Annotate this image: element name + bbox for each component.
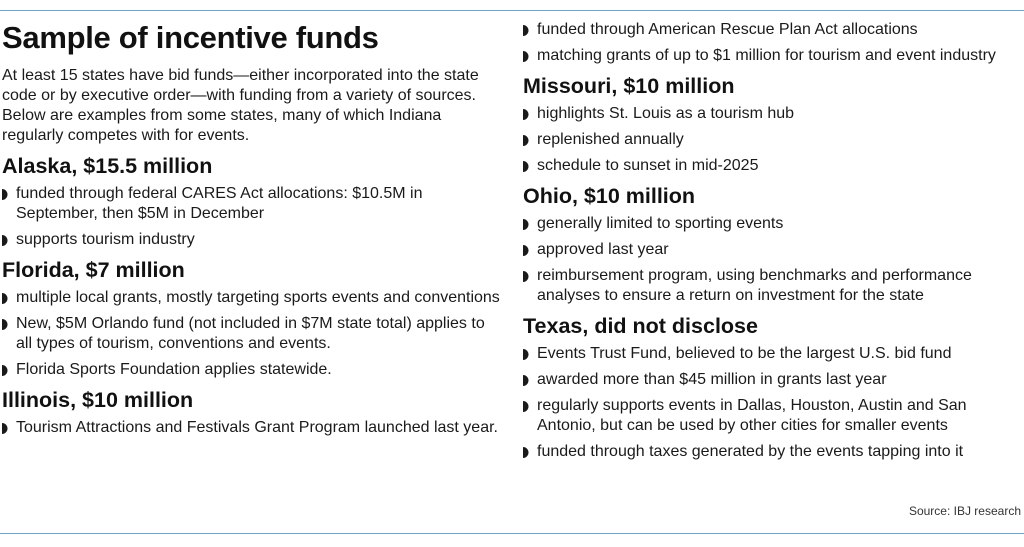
half-circle-bullet-icon <box>2 235 10 246</box>
list-item-text: matching grants of up to $1 million for tourism and event industry <box>537 47 996 64</box>
list-item <box>2 360 502 380</box>
list-item <box>523 104 1021 124</box>
half-circle-bullet-icon <box>2 189 10 200</box>
list-item-text: funded through federal CARES Act allocations: $10.5M in September, then $5M in December <box>16 185 423 222</box>
list-item <box>523 130 1021 150</box>
list-item-text: funded through American Rescue Plan Act allocations <box>537 21 918 38</box>
state-heading: Alaska, $15.5 million <box>2 154 213 178</box>
intro-paragraph: At least 15 states have bid funds—either incorporated into the state code or by executive order—with funding from a variety of sources. Below are examples from some states, many of which Indiana regularly competes with for events. <box>2 67 479 144</box>
bottom-divider <box>0 533 1024 534</box>
half-circle-bullet-icon <box>523 219 531 230</box>
state-heading: Missouri, $10 million <box>523 74 735 98</box>
state-section <box>523 182 1021 306</box>
list-item <box>2 288 502 308</box>
list-item-text: reimbursement program, using benchmarks and performance analyses to ensure a return on investment for the state <box>537 267 972 304</box>
source-credit: Source: IBJ research <box>908 504 1021 518</box>
list-item <box>2 314 502 354</box>
half-circle-bullet-icon <box>523 135 531 146</box>
half-circle-bullet-icon <box>523 161 531 172</box>
list-item <box>523 344 1021 364</box>
list-item-text: highlights St. Louis as a tourism hub <box>537 105 795 122</box>
state-heading: Texas, did not disclose <box>523 314 758 338</box>
list-item <box>523 156 1021 176</box>
state-item-list <box>2 418 502 438</box>
half-circle-bullet-icon <box>523 447 531 458</box>
list-item-text: Tourism Attractions and Festivals Grant Program launched last year. <box>16 419 498 436</box>
half-circle-bullet-icon <box>523 25 531 36</box>
right-sections <box>523 72 1021 462</box>
state-item-list <box>2 288 502 380</box>
left-column <box>2 20 502 444</box>
half-circle-bullet-icon <box>523 375 531 386</box>
state-item-list <box>523 104 1021 176</box>
list-item-text: Florida Sports Foundation applies statewide. <box>16 361 332 378</box>
list-item <box>523 46 1021 66</box>
list-item-text: Events Trust Fund, believed to be the largest U.S. bid fund <box>537 345 952 362</box>
list-item-text: schedule to sunset in mid-2025 <box>537 157 759 174</box>
list-item-text: regularly supports events in Dallas, Houston, Austin and San Antonio, but can be used by other cities for smaller events <box>537 397 967 434</box>
state-section <box>2 386 502 438</box>
state-item-list <box>2 184 502 250</box>
state-section <box>2 152 502 250</box>
state-heading: Florida, $7 million <box>2 258 185 282</box>
list-item-text: generally limited to sporting events <box>537 215 784 232</box>
half-circle-bullet-icon <box>523 245 531 256</box>
half-circle-bullet-icon <box>523 349 531 360</box>
list-item <box>523 266 1021 306</box>
half-circle-bullet-icon <box>2 293 10 304</box>
list-item <box>523 214 1021 234</box>
list-item <box>523 20 1021 40</box>
list-item-text: supports tourism industry <box>16 231 195 248</box>
half-circle-bullet-icon <box>523 271 531 282</box>
list-item <box>2 184 502 224</box>
list-item-text: approved last year <box>537 241 669 258</box>
half-circle-bullet-icon <box>523 51 531 62</box>
list-item <box>2 418 502 438</box>
half-circle-bullet-icon <box>2 319 10 330</box>
half-circle-bullet-icon <box>523 401 531 412</box>
list-item <box>2 230 502 250</box>
page-title: Sample of incentive funds <box>2 20 379 55</box>
list-item-text: multiple local grants, mostly targeting sports events and conventions <box>16 289 500 306</box>
state-section <box>2 256 502 380</box>
state-heading: Ohio, $10 million <box>523 184 696 208</box>
top-divider <box>0 10 1024 11</box>
list-item-text: New, $5M Orlando fund (not included in $7M state total) applies to all types of tourism, conventions and events. <box>16 315 485 352</box>
half-circle-bullet-icon <box>2 423 10 434</box>
list-item <box>523 240 1021 260</box>
right-column <box>523 20 1021 468</box>
list-item <box>523 442 1021 462</box>
list-item-text: awarded more than $45 million in grants last year <box>537 371 887 388</box>
list-item <box>523 396 1021 436</box>
half-circle-bullet-icon <box>523 109 531 120</box>
illinois-continued-list <box>523 20 1021 66</box>
state-item-list <box>523 214 1021 306</box>
state-section <box>523 312 1021 462</box>
half-circle-bullet-icon <box>2 365 10 376</box>
list-item-text: replenished annually <box>537 131 684 148</box>
left-sections <box>2 152 502 438</box>
list-item-text: funded through taxes generated by the events tapping into it <box>537 443 964 460</box>
state-section <box>523 72 1021 176</box>
list-item <box>523 370 1021 390</box>
state-heading: Illinois, $10 million <box>2 388 194 412</box>
state-item-list <box>523 344 1021 462</box>
